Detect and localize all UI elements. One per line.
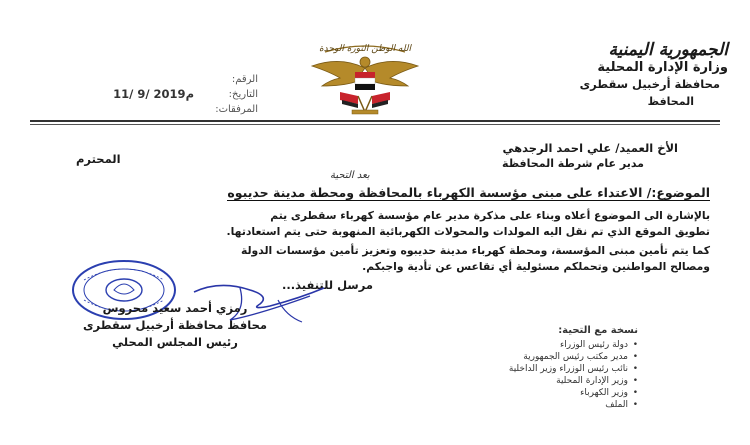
date-label: التاريخ:	[228, 89, 258, 100]
republic-name: الجمهورية اليمنية	[608, 40, 728, 60]
addressee-name: الأخ العميد/ علي احمد الرجدهي	[502, 141, 678, 155]
header-divider	[30, 120, 720, 122]
ref-label: الرقم:	[231, 74, 258, 85]
body-line: بالإشارة الى الموضوع أعلاه وبناء على مذكرة مدير عام مؤسسة كهرباء سقطرى يتم	[270, 209, 710, 222]
letter-meta	[58, 72, 258, 117]
signatory-title: محافظ محافظة أرخبيل سقطرى	[83, 318, 267, 332]
closing-line: مرسل للتنفيذ...	[282, 278, 373, 292]
cc-title: نسخة مع التحية:	[558, 325, 638, 336]
cc-items	[408, 339, 638, 411]
respected-label: المحترم	[76, 152, 121, 166]
date-value: 11/ 9/ 2019م	[113, 87, 194, 101]
header-divider-thin	[30, 124, 720, 125]
cc-item: • نائب رئيس الوزراء وزير الداخلية	[408, 363, 638, 375]
addressee-position: مدير عام شرطة المحافظة	[502, 157, 644, 170]
body-line: تطويق الموقع الذي تم نقل اليه المولدات والمحولات الكهربائية المنهوبة حتى يتم استعادتها.	[226, 224, 710, 238]
greeting: بعد التحية	[330, 170, 370, 181]
cc-item: • وزير الإدارة المحلية	[408, 375, 638, 387]
ref-row	[58, 72, 258, 87]
addressee	[258, 140, 678, 172]
ministry-name: وزارة الإدارة المحلية	[597, 60, 728, 75]
body-line: ومصالح المواطنين وتحملكم مسئولية أي تقاعس عن تأدية واجبكم.	[362, 259, 710, 273]
signatory-council-title: رئيس المجلس المحلي	[112, 335, 238, 349]
cc-item: • الملف	[408, 399, 638, 411]
signatory-name: رمزي أحمد سعيد محروس	[102, 301, 248, 315]
body-line: كما يتم تأمين مبنى المؤسسة، ومحطة كهرباء مدينة حديبوه وتعزيز تأمين مؤسسات الدولة	[240, 244, 710, 257]
date-row	[58, 87, 258, 102]
cc-item: • دولة رئيس الوزراء	[408, 339, 638, 351]
cc-item: • وزير الكهرباء	[408, 387, 638, 399]
letterhead-right	[508, 42, 728, 110]
letter-subject	[30, 185, 710, 200]
eagle-emblem-icon	[300, 38, 430, 116]
governorate-name: محافظة أرخبيل سقطرى	[579, 77, 720, 91]
signature-block	[70, 300, 280, 351]
attachments-row	[58, 102, 258, 117]
cc-item: • مدير مكتب رئيس الجمهورية	[408, 351, 638, 363]
cc-list	[408, 325, 638, 411]
attachments-label: المرفقات:	[215, 104, 258, 115]
subject-text: الموضوع:/ الاعتداء على مبنى مؤسسة الكهرباء بالمحافظة ومحطة مدينة حديبوه	[227, 185, 710, 200]
office-name: المحافظ	[647, 95, 694, 108]
emblem-banner-text: الله الوطن الثورة الوحدة	[318, 44, 412, 54]
